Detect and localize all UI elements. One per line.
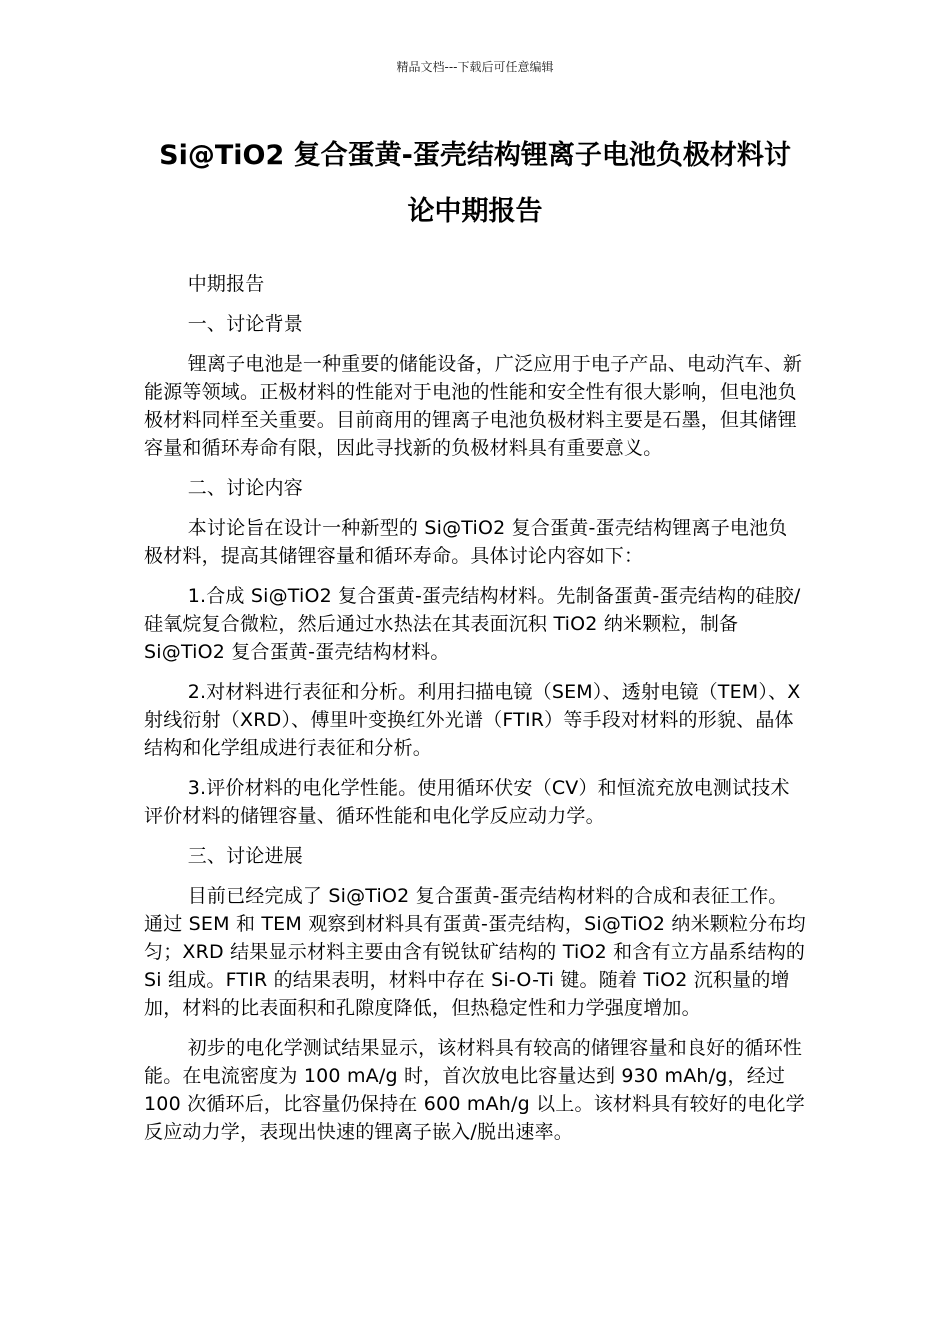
paragraph-content-item-3: 3.评价材料的电化学性能。使用循环伏安（CV）和恒流充放电测试技术评价材料的储锂容量、循环性能和电化学反应动力学。 <box>144 777 790 827</box>
paragraph-progress-2: 初步的电化学测试结果显示，该材料具有较高的储锂容量和良好的循环性能。在电流密度为 100 mA/g 时，首次放电比容量达到 930 mAh/g，经过 100 次循环后，比容量仍保持在 600 mAh/g 以上。该材料具有较好的电化学反应动力学，表现出快速的锂离子嵌入/脱出速率。 <box>144 1037 805 1143</box>
section-label-midterm: 中期报告 <box>187 273 265 295</box>
paragraph-content-item-1: 1.合成 Si@TiO2 复合蛋黄-蛋壳结构材料。先制备蛋黄-蛋壳结构的硅胶/硅氧烷复合微粒，然后通过水热法在其表面沉积 TiO2 纳米颗粒，制备 Si@TiO2 复合蛋黄-蛋壳结构材料。 <box>144 585 801 663</box>
paragraph-progress-1: 目前已经完成了 Si@TiO2 复合蛋黄-蛋壳结构材料的合成和表征工作。通过 SEM 和 TEM 观察到材料具有蛋黄-蛋壳结构，Si@TiO2 纳米颗粒分布均匀；XRD 结果显示材料主要由含有锐钛矿结构的 TiO2 和含有立方晶系结构的 Si 组成。FTIR 的结果表明，材料中存在 Si-O-Ti 键。随着 TiO2 沉积量的增加，材料的比表面积和孔隙度降低，但热稳定性和力学强度增加。 <box>144 885 806 1019</box>
section-heading-background: 一、讨论背景 <box>187 313 303 335</box>
document-title-line-2: 论中期报告 <box>407 196 543 227</box>
page-header-note: 精品文档---下载后可任意编辑 <box>396 60 554 74</box>
section-heading-progress: 三、讨论进展 <box>187 845 303 867</box>
paragraph-background: 锂离子电池是一种重要的储能设备，广泛应用于电子产品、电动汽车、新能源等领域。正极材料的性能对于电池的性能和安全性有很大影响，但电池负极材料同样至关重要。目前商用的锂离子电池负极材料主要是石墨，但其储锂容量和循环寿命有限，因此寻找新的负极材料具有重要意义。 <box>144 353 803 459</box>
paragraph-content-intro: 本讨论旨在设计一种新型的 Si@TiO2 复合蛋黄-蛋壳结构锂离子电池负极材料，提高其储锂容量和循环寿命。具体讨论内容如下： <box>144 517 788 567</box>
section-heading-content: 二、讨论内容 <box>187 477 303 499</box>
document-body <box>144 270 806 1158</box>
document-title-line-1: Si@TiO2 复合蛋黄-蛋壳结构锂离子电池负极材料讨 <box>159 140 791 171</box>
paragraph-content-item-2: 2.对材料进行表征和分析。利用扫描电镜（SEM）、透射电镜（TEM）、X 射线衍射（XRD）、傅里叶变换红外光谱（FTIR）等手段对材料的形貌、晶体结构和化学组成进行表征和分析。 <box>144 681 801 759</box>
